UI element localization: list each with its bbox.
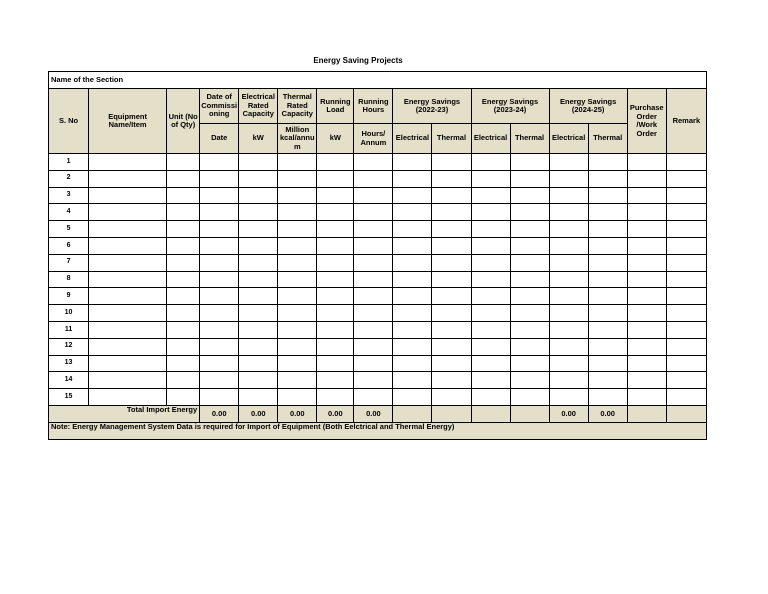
cell-s2024-thermal[interactable] xyxy=(588,321,627,338)
cell-running-hours[interactable] xyxy=(354,204,393,221)
cell-electrical-rated[interactable] xyxy=(239,338,278,355)
cell-purchase-order[interactable] xyxy=(627,305,666,322)
total-2023-electrical xyxy=(471,405,510,422)
cell-s2023-electrical[interactable] xyxy=(471,154,510,171)
cell-equipment[interactable] xyxy=(89,338,167,355)
total-import-energy-label: Total Import Energy xyxy=(49,405,200,422)
cell-s2022-electrical[interactable] xyxy=(393,221,432,238)
cell-equipment[interactable] xyxy=(89,254,167,271)
header-date-commissioning: Date of Commissi oning xyxy=(200,89,239,124)
cell-s2024-thermal[interactable] xyxy=(588,170,627,187)
cell-unit[interactable] xyxy=(167,170,200,187)
cell-running-hours[interactable] xyxy=(354,389,393,406)
cell-unit[interactable] xyxy=(167,321,200,338)
cell-remark[interactable] xyxy=(666,355,706,372)
cell-thermal-rated[interactable] xyxy=(278,305,317,322)
cell-s2022-thermal[interactable] xyxy=(432,305,471,322)
total-running-hours: 0.00 xyxy=(354,405,393,422)
cell-running-hours[interactable] xyxy=(354,338,393,355)
cell-s2022-thermal[interactable] xyxy=(432,372,471,389)
total-electrical-rated: 0.00 xyxy=(239,405,278,422)
cell-equipment[interactable] xyxy=(89,321,167,338)
cell-s2022-thermal[interactable] xyxy=(432,288,471,305)
cell-remark[interactable] xyxy=(666,372,706,389)
cell-s2023-thermal[interactable] xyxy=(510,338,549,355)
header-electrical-rated-capacity: Electrical Rated Capacity xyxy=(239,89,278,124)
cell-s2023-thermal[interactable] xyxy=(510,372,549,389)
cell-thermal-rated[interactable] xyxy=(278,154,317,171)
cell-s2022-thermal[interactable] xyxy=(432,154,471,171)
cell-s2022-electrical[interactable] xyxy=(393,170,432,187)
cell-s2022-thermal[interactable] xyxy=(432,338,471,355)
cell-thermal-rated[interactable] xyxy=(278,372,317,389)
cell-s2022-electrical[interactable] xyxy=(393,187,432,204)
cell-s2024-thermal[interactable] xyxy=(588,288,627,305)
cell-equipment[interactable] xyxy=(89,372,167,389)
cell-remark[interactable] xyxy=(666,187,706,204)
cell-s2023-thermal[interactable] xyxy=(510,288,549,305)
cell-electrical-rated[interactable] xyxy=(239,305,278,322)
cell-s2023-electrical[interactable] xyxy=(471,321,510,338)
cell-date[interactable] xyxy=(200,372,239,389)
table-row xyxy=(49,187,707,204)
cell-s2023-electrical[interactable] xyxy=(471,237,510,254)
cell-s-no: 7 xyxy=(49,254,89,271)
cell-s-no: 14 xyxy=(49,372,89,389)
cell-running-hours[interactable] xyxy=(354,321,393,338)
cell-remark[interactable] xyxy=(666,288,706,305)
cell-s2022-thermal[interactable] xyxy=(432,187,471,204)
unit-kw-electrical: kW xyxy=(239,124,278,154)
cell-s2023-electrical[interactable] xyxy=(471,170,510,187)
cell-thermal-rated[interactable] xyxy=(278,204,317,221)
cell-s-no: 13 xyxy=(49,355,89,372)
cell-s2023-thermal[interactable] xyxy=(510,221,549,238)
cell-date[interactable] xyxy=(200,321,239,338)
cell-s2023-thermal[interactable] xyxy=(510,237,549,254)
cell-unit[interactable] xyxy=(167,355,200,372)
cell-thermal-rated[interactable] xyxy=(278,355,317,372)
cell-unit[interactable] xyxy=(167,305,200,322)
cell-purchase-order[interactable] xyxy=(627,271,666,288)
cell-s2024-electrical[interactable] xyxy=(549,321,588,338)
header-running-hours: Running Hours xyxy=(354,89,393,124)
cell-equipment[interactable] xyxy=(89,221,167,238)
cell-running-load[interactable] xyxy=(317,355,354,372)
cell-thermal-rated[interactable] xyxy=(278,170,317,187)
cell-purchase-order[interactable] xyxy=(627,187,666,204)
table-row xyxy=(49,237,707,254)
cell-equipment[interactable] xyxy=(89,271,167,288)
cell-remark[interactable] xyxy=(666,170,706,187)
cell-thermal-rated[interactable] xyxy=(278,321,317,338)
cell-s2024-electrical[interactable] xyxy=(549,204,588,221)
cell-date[interactable] xyxy=(200,221,239,238)
cell-running-hours[interactable] xyxy=(354,254,393,271)
unit-2023-electrical: Electrical xyxy=(471,124,510,154)
cell-electrical-rated[interactable] xyxy=(239,154,278,171)
cell-s2024-electrical[interactable] xyxy=(549,170,588,187)
header-savings-2022-23: Energy Savings (2022-23) xyxy=(393,89,471,124)
cell-remark[interactable] xyxy=(666,237,706,254)
cell-running-load[interactable] xyxy=(317,237,354,254)
cell-running-load[interactable] xyxy=(317,170,354,187)
cell-electrical-rated[interactable] xyxy=(239,372,278,389)
cell-unit[interactable] xyxy=(167,372,200,389)
cell-s2023-thermal[interactable] xyxy=(510,271,549,288)
cell-purchase-order[interactable] xyxy=(627,170,666,187)
cell-s2023-electrical[interactable] xyxy=(471,254,510,271)
cell-s2024-electrical[interactable] xyxy=(549,305,588,322)
cell-s2022-electrical[interactable] xyxy=(393,154,432,171)
cell-s2024-thermal[interactable] xyxy=(588,372,627,389)
cell-unit[interactable] xyxy=(167,288,200,305)
cell-electrical-rated[interactable] xyxy=(239,389,278,406)
cell-unit[interactable] xyxy=(167,254,200,271)
cell-s-no: 12 xyxy=(49,338,89,355)
energy-savings-table xyxy=(48,71,707,440)
cell-running-hours[interactable] xyxy=(354,170,393,187)
header-equipment: Equipment Name/Item xyxy=(89,89,167,154)
cell-s2024-electrical[interactable] xyxy=(549,237,588,254)
cell-unit[interactable] xyxy=(167,389,200,406)
cell-running-hours[interactable] xyxy=(354,288,393,305)
cell-running-load[interactable] xyxy=(317,221,354,238)
cell-s2023-electrical[interactable] xyxy=(471,372,510,389)
cell-remark[interactable] xyxy=(666,321,706,338)
cell-running-hours[interactable] xyxy=(354,237,393,254)
cell-s-no: 2 xyxy=(49,170,89,187)
cell-s2024-thermal[interactable] xyxy=(588,204,627,221)
cell-equipment[interactable] xyxy=(89,288,167,305)
cell-running-load[interactable] xyxy=(317,372,354,389)
cell-s2023-thermal[interactable] xyxy=(510,355,549,372)
unit-date: Date xyxy=(200,124,239,154)
cell-s-no: 10 xyxy=(49,305,89,322)
header-s-no: S. No xyxy=(49,89,89,154)
cell-s2022-electrical[interactable] xyxy=(393,321,432,338)
cell-s2024-electrical[interactable] xyxy=(549,389,588,406)
cell-s2022-electrical[interactable] xyxy=(393,372,432,389)
cell-s-no: 4 xyxy=(49,204,89,221)
header-thermal-rated-capacity: Thermal Rated Capacity xyxy=(278,89,317,124)
table-row xyxy=(49,254,707,271)
cell-thermal-rated[interactable] xyxy=(278,237,317,254)
cell-s2023-electrical[interactable] xyxy=(471,221,510,238)
cell-running-load[interactable] xyxy=(317,321,354,338)
cell-s2024-electrical[interactable] xyxy=(549,355,588,372)
cell-date[interactable] xyxy=(200,154,239,171)
cell-equipment[interactable] xyxy=(89,204,167,221)
cell-running-load[interactable] xyxy=(317,338,354,355)
cell-s-no: 9 xyxy=(49,288,89,305)
cell-s2023-thermal[interactable] xyxy=(510,254,549,271)
table-row xyxy=(49,338,707,355)
cell-electrical-rated[interactable] xyxy=(239,321,278,338)
total-running-load: 0.00 xyxy=(317,405,354,422)
cell-date[interactable] xyxy=(200,389,239,406)
cell-remark[interactable] xyxy=(666,221,706,238)
cell-s2022-electrical[interactable] xyxy=(393,237,432,254)
cell-s2022-thermal[interactable] xyxy=(432,237,471,254)
cell-s2024-electrical[interactable] xyxy=(549,372,588,389)
cell-thermal-rated[interactable] xyxy=(278,288,317,305)
cell-s-no: 6 xyxy=(49,237,89,254)
cell-s-no: 11 xyxy=(49,321,89,338)
cell-remark[interactable] xyxy=(666,389,706,406)
cell-s2023-electrical[interactable] xyxy=(471,288,510,305)
table-row xyxy=(49,154,707,171)
cell-unit[interactable] xyxy=(167,237,200,254)
cell-purchase-order[interactable] xyxy=(627,321,666,338)
unit-2024-electrical: Electrical xyxy=(549,124,588,154)
cell-s2024-thermal[interactable] xyxy=(588,355,627,372)
cell-thermal-rated[interactable] xyxy=(278,389,317,406)
cell-date[interactable] xyxy=(200,204,239,221)
cell-electrical-rated[interactable] xyxy=(239,170,278,187)
cell-thermal-rated[interactable] xyxy=(278,271,317,288)
cell-thermal-rated[interactable] xyxy=(278,254,317,271)
cell-s2023-thermal[interactable] xyxy=(510,305,549,322)
cell-running-hours[interactable] xyxy=(354,221,393,238)
cell-running-load[interactable] xyxy=(317,204,354,221)
table-row xyxy=(49,271,707,288)
cell-s2024-thermal[interactable] xyxy=(588,187,627,204)
cell-remark[interactable] xyxy=(666,305,706,322)
cell-electrical-rated[interactable] xyxy=(239,355,278,372)
cell-date[interactable] xyxy=(200,338,239,355)
cell-s2023-electrical[interactable] xyxy=(471,338,510,355)
table-row xyxy=(49,305,707,322)
cell-s2024-thermal[interactable] xyxy=(588,221,627,238)
cell-running-load[interactable] xyxy=(317,288,354,305)
cell-s2022-electrical[interactable] xyxy=(393,389,432,406)
cell-s2023-electrical[interactable] xyxy=(471,271,510,288)
cell-s2023-thermal[interactable] xyxy=(510,154,549,171)
cell-remark[interactable] xyxy=(666,154,706,171)
total-2022-electrical xyxy=(393,405,432,422)
cell-purchase-order[interactable] xyxy=(627,221,666,238)
cell-equipment[interactable] xyxy=(89,170,167,187)
cell-s-no: 15 xyxy=(49,389,89,406)
table-row xyxy=(49,170,707,187)
cell-s-no: 1 xyxy=(49,154,89,171)
cell-date[interactable] xyxy=(200,237,239,254)
cell-purchase-order[interactable] xyxy=(627,204,666,221)
cell-s2023-thermal[interactable] xyxy=(510,389,549,406)
total-2024-thermal: 0.00 xyxy=(588,405,627,422)
total-remark xyxy=(666,405,706,422)
document-title: Energy Saving Projects xyxy=(313,56,403,65)
cell-remark[interactable] xyxy=(666,204,706,221)
cell-s2022-electrical[interactable] xyxy=(393,271,432,288)
cell-electrical-rated[interactable] xyxy=(239,204,278,221)
total-purchase-order xyxy=(627,405,666,422)
cell-s2022-thermal[interactable] xyxy=(432,355,471,372)
cell-purchase-order[interactable] xyxy=(627,355,666,372)
cell-unit[interactable] xyxy=(167,154,200,171)
table-row xyxy=(49,355,707,372)
cell-date[interactable] xyxy=(200,170,239,187)
cell-equipment[interactable] xyxy=(89,355,167,372)
cell-s2023-electrical[interactable] xyxy=(471,355,510,372)
cell-equipment[interactable] xyxy=(89,237,167,254)
cell-s2023-thermal[interactable] xyxy=(510,170,549,187)
cell-running-hours[interactable] xyxy=(354,305,393,322)
cell-date[interactable] xyxy=(200,355,239,372)
cell-unit[interactable] xyxy=(167,338,200,355)
cell-equipment[interactable] xyxy=(89,389,167,406)
cell-unit[interactable] xyxy=(167,204,200,221)
cell-running-load[interactable] xyxy=(317,187,354,204)
cell-s2024-electrical[interactable] xyxy=(549,338,588,355)
cell-date[interactable] xyxy=(200,254,239,271)
total-date: 0.00 xyxy=(200,405,239,422)
total-2022-thermal xyxy=(432,405,471,422)
cell-s2024-electrical[interactable] xyxy=(549,288,588,305)
cell-s2022-thermal[interactable] xyxy=(432,221,471,238)
cell-unit[interactable] xyxy=(167,187,200,204)
cell-thermal-rated[interactable] xyxy=(278,221,317,238)
note-cell: Note: Energy Management System Data is required for Import of Equipment (Both Eelctrical and Thermal Energy) xyxy=(49,422,707,439)
section-name-cell[interactable]: Name of the Section xyxy=(49,72,707,89)
cell-s-no: 8 xyxy=(49,271,89,288)
cell-s2024-thermal[interactable] xyxy=(588,305,627,322)
cell-running-load[interactable] xyxy=(317,305,354,322)
cell-equipment[interactable] xyxy=(89,187,167,204)
cell-s2023-electrical[interactable] xyxy=(471,187,510,204)
cell-s2024-thermal[interactable] xyxy=(588,254,627,271)
header-purchase-order: Purchase Order /Work Order xyxy=(627,89,666,154)
cell-running-hours[interactable] xyxy=(354,154,393,171)
table-row xyxy=(49,221,707,238)
cell-purchase-order[interactable] xyxy=(627,237,666,254)
cell-electrical-rated[interactable] xyxy=(239,254,278,271)
cell-purchase-order[interactable] xyxy=(627,338,666,355)
cell-purchase-order[interactable] xyxy=(627,154,666,171)
cell-s2023-thermal[interactable] xyxy=(510,321,549,338)
unit-2022-thermal: Thermal xyxy=(432,124,471,154)
header-savings-2024-25: Energy Savings (2024-25) xyxy=(549,89,627,124)
table-row xyxy=(49,321,707,338)
cell-running-load[interactable] xyxy=(317,389,354,406)
cell-running-hours[interactable] xyxy=(354,355,393,372)
cell-electrical-rated[interactable] xyxy=(239,237,278,254)
cell-electrical-rated[interactable] xyxy=(239,187,278,204)
cell-electrical-rated[interactable] xyxy=(239,221,278,238)
cell-s2024-thermal[interactable] xyxy=(588,389,627,406)
cell-purchase-order[interactable] xyxy=(627,372,666,389)
cell-running-hours[interactable] xyxy=(354,271,393,288)
unit-2023-thermal: Thermal xyxy=(510,124,549,154)
header-unit: Unit (No of Qty) xyxy=(167,89,200,154)
cell-s2022-thermal[interactable] xyxy=(432,254,471,271)
cell-s2024-electrical[interactable] xyxy=(549,221,588,238)
cell-date[interactable] xyxy=(200,187,239,204)
cell-date[interactable] xyxy=(200,288,239,305)
cell-s2022-electrical[interactable] xyxy=(393,254,432,271)
cell-remark[interactable] xyxy=(666,338,706,355)
cell-s2023-thermal[interactable] xyxy=(510,187,549,204)
cell-s2024-electrical[interactable] xyxy=(549,271,588,288)
cell-s2022-electrical[interactable] xyxy=(393,355,432,372)
cell-electrical-rated[interactable] xyxy=(239,288,278,305)
cell-s2022-electrical[interactable] xyxy=(393,204,432,221)
cell-thermal-rated[interactable] xyxy=(278,187,317,204)
cell-s2024-thermal[interactable] xyxy=(588,338,627,355)
cell-running-load[interactable] xyxy=(317,154,354,171)
cell-running-load[interactable] xyxy=(317,254,354,271)
cell-s2024-electrical[interactable] xyxy=(549,187,588,204)
header-remark: Remark xyxy=(666,89,706,154)
cell-s2022-thermal[interactable] xyxy=(432,271,471,288)
cell-s2024-electrical[interactable] xyxy=(549,154,588,171)
cell-s2022-thermal[interactable] xyxy=(432,389,471,406)
cell-purchase-order[interactable] xyxy=(627,288,666,305)
cell-s2022-electrical[interactable] xyxy=(393,305,432,322)
cell-purchase-order[interactable] xyxy=(627,254,666,271)
cell-s2022-thermal[interactable] xyxy=(432,204,471,221)
cell-running-load[interactable] xyxy=(317,271,354,288)
cell-s2024-thermal[interactable] xyxy=(588,154,627,171)
cell-remark[interactable] xyxy=(666,254,706,271)
total-thermal-rated: 0.00 xyxy=(278,405,317,422)
total-2024-electrical: 0.00 xyxy=(549,405,588,422)
cell-equipment[interactable] xyxy=(89,154,167,171)
cell-s2023-electrical[interactable] xyxy=(471,305,510,322)
cell-s2023-electrical[interactable] xyxy=(471,389,510,406)
header-running-load: Running Load xyxy=(317,89,354,124)
cell-unit[interactable] xyxy=(167,271,200,288)
table-row xyxy=(49,288,707,305)
cell-remark[interactable] xyxy=(666,271,706,288)
cell-equipment[interactable] xyxy=(89,305,167,322)
cell-electrical-rated[interactable] xyxy=(239,271,278,288)
cell-running-hours[interactable] xyxy=(354,372,393,389)
cell-s-no: 3 xyxy=(49,187,89,204)
cell-thermal-rated[interactable] xyxy=(278,338,317,355)
cell-s2023-thermal[interactable] xyxy=(510,204,549,221)
table-row xyxy=(49,372,707,389)
cell-s2022-electrical[interactable] xyxy=(393,338,432,355)
cell-s-no: 5 xyxy=(49,221,89,238)
total-2023-thermal xyxy=(510,405,549,422)
unit-2024-thermal: Thermal xyxy=(588,124,627,154)
cell-s2022-thermal[interactable] xyxy=(432,170,471,187)
cell-unit[interactable] xyxy=(167,221,200,238)
cell-date[interactable] xyxy=(200,271,239,288)
cell-s2022-thermal[interactable] xyxy=(432,321,471,338)
cell-s2024-electrical[interactable] xyxy=(549,254,588,271)
cell-purchase-order[interactable] xyxy=(627,389,666,406)
cell-running-hours[interactable] xyxy=(354,187,393,204)
header-savings-2023-24: Energy Savings (2023-24) xyxy=(471,89,549,124)
unit-hours-annum: Hours/ Annum xyxy=(354,124,393,154)
unit-million-kcal: Million kcal/annu m xyxy=(278,124,317,154)
cell-date[interactable] xyxy=(200,305,239,322)
unit-2022-electrical: Electrical xyxy=(393,124,432,154)
table-row xyxy=(49,204,707,221)
table-row xyxy=(49,389,707,406)
unit-kw-load: kW xyxy=(317,124,354,154)
cell-s2022-electrical[interactable] xyxy=(393,288,432,305)
cell-s2024-thermal[interactable] xyxy=(588,237,627,254)
cell-s2024-thermal[interactable] xyxy=(588,271,627,288)
cell-s2023-electrical[interactable] xyxy=(471,204,510,221)
